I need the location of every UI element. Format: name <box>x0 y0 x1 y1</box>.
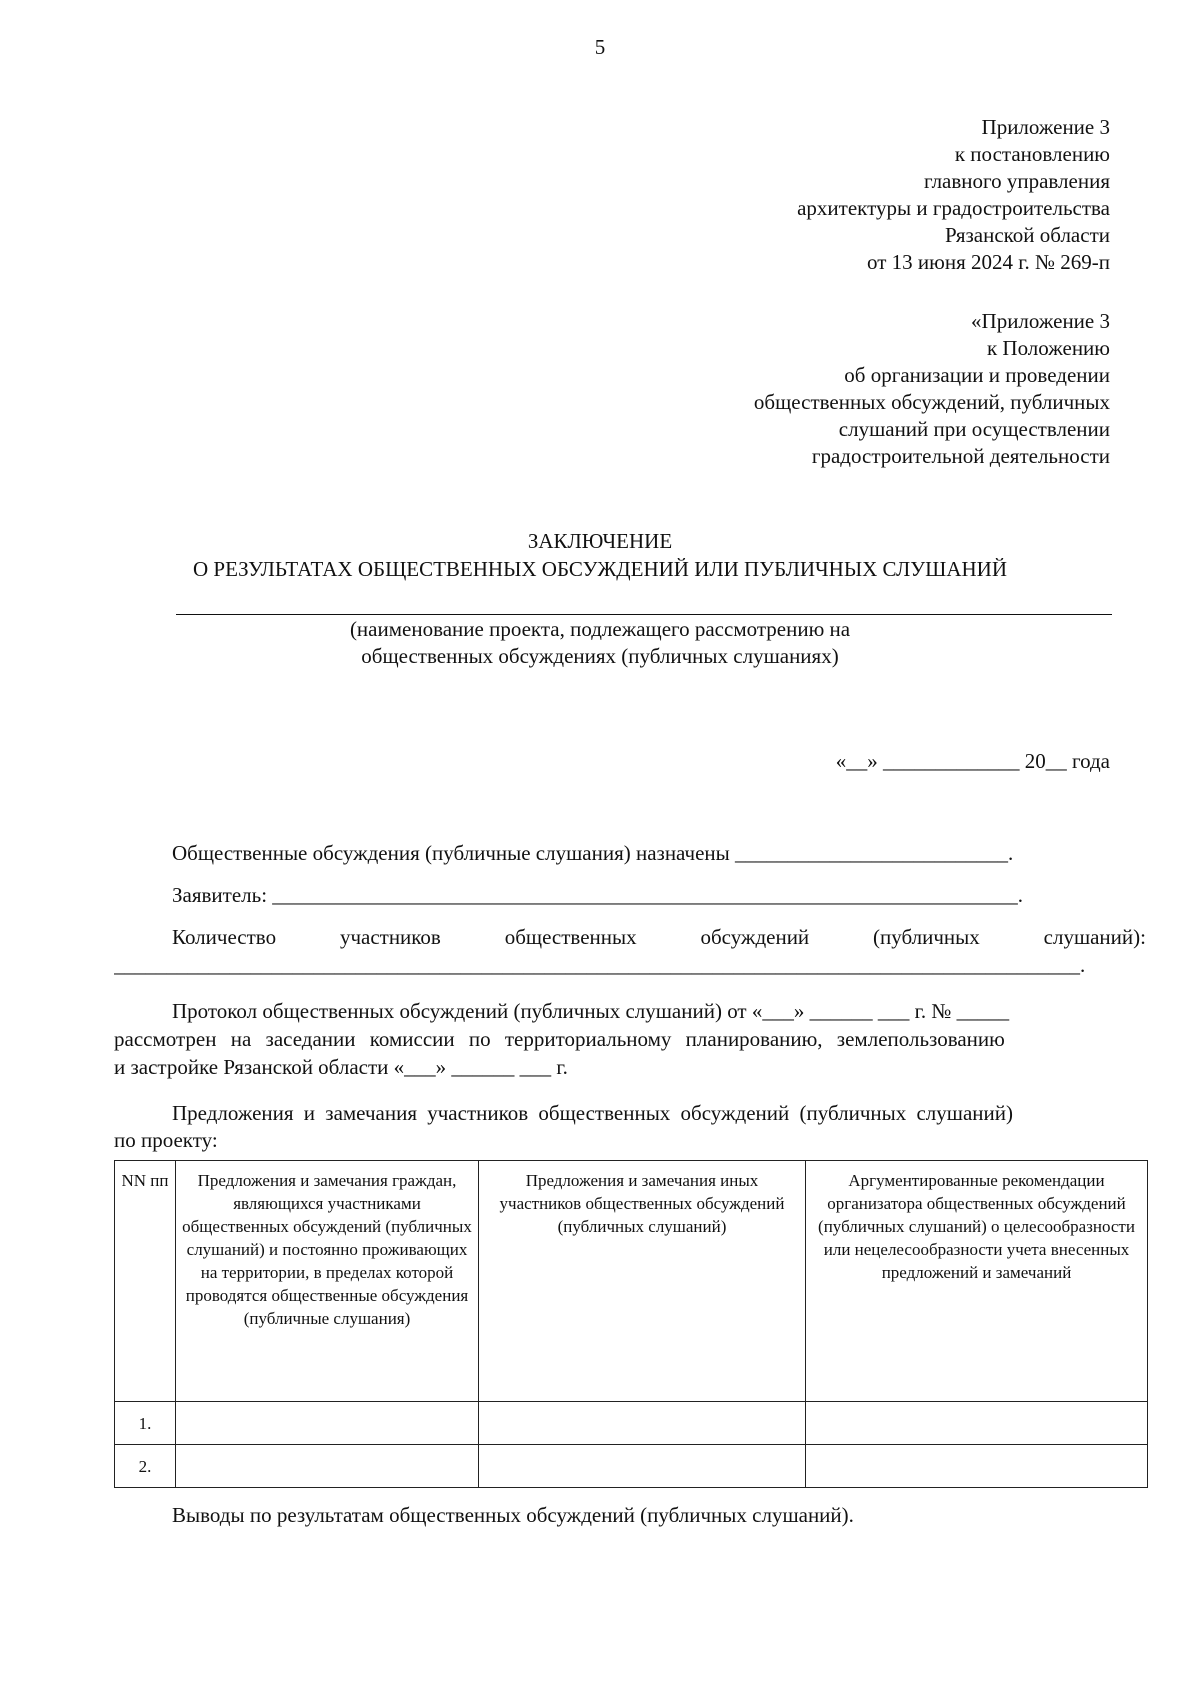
table-cell-num: 2. <box>115 1445 176 1488</box>
appendix-sub-line: слушаний при осуществлении <box>838 417 1110 441</box>
appendix-header-line: архитектуры и градостроительства <box>797 196 1110 220</box>
table-cell <box>479 1445 806 1488</box>
count-word: (публичных <box>873 925 980 949</box>
table-cell <box>806 1402 1148 1445</box>
title-line-2: О РЕЗУЛЬТАТАХ ОБЩЕСТВЕННЫХ ОБСУЖДЕНИЙ ИЛИ ПУБЛИЧНЫХ СЛУШАНИЙ <box>192 557 1007 581</box>
table-header-cell: Аргументированные рекомендации организатора общественных обсуждений (публичных слушаний) о целесообразности или нецелесообразности учета внесенных предложений и замечаний <box>806 1161 1148 1402</box>
table-cell <box>806 1445 1148 1488</box>
protocol-line-2-text: рассмотрен на заседании комиссии по территориальному планированию, землепользованию <box>114 1027 1005 1051</box>
appendix-header-line: Приложение 3 <box>981 115 1110 139</box>
date-line: «__» _____________ 20__ года <box>835 749 1110 773</box>
title-line-1: ЗАКЛЮЧЕНИЕ <box>527 529 673 553</box>
table-row <box>115 1445 1148 1488</box>
table-header-cell: Предложения и замечания граждан, являющихся участниками общественных обсуждений (публичных слушаний) и постоянно проживающих на территории, в пределах которой проводятся общественные обсуждения (публичные слушания) <box>176 1161 479 1402</box>
protocol-line-1: Протокол общественных обсуждений (публичных слушаний) от «___» ______ ___ г. № _____ <box>172 999 1010 1023</box>
appendix-header-line: главного управления <box>924 169 1110 193</box>
underline-caption-2: общественных обсуждениях (публичных слушаниях) <box>361 644 839 668</box>
appendix-sub <box>754 308 1110 470</box>
project-name-underline <box>176 614 1112 615</box>
proposals-table <box>114 1160 1148 1488</box>
count-word: слушаний): <box>1043 925 1146 949</box>
protocol-line-2 <box>114 1026 1146 1053</box>
count-word: участников <box>339 925 441 949</box>
appendix-sub-line: общественных обсуждений, публичных <box>753 390 1110 414</box>
page-number: 5 <box>594 35 606 59</box>
table-cell-num: 1. <box>115 1402 176 1445</box>
table-header-row <box>115 1161 1148 1402</box>
table-header-cell: NN пп <box>115 1161 176 1402</box>
table-cell <box>176 1445 479 1488</box>
count-word: общественных <box>504 925 637 949</box>
field-participants-count <box>172 924 1146 951</box>
table-cell <box>479 1402 806 1445</box>
appendix-sub-line: к Положению <box>986 336 1110 360</box>
appendix-sub-line: «Приложение 3 <box>971 309 1110 333</box>
proposals-line-2: по проекту: <box>114 1128 218 1152</box>
appendix-sub-line: об организации и проведении <box>844 363 1110 387</box>
appendix-header <box>797 114 1110 276</box>
field-applicant: Заявитель: _______________________________________________________________________. <box>172 883 1024 907</box>
appendix-header-line: Рязанской области <box>944 223 1110 247</box>
table-header-cell: Предложения и замечания иных участников общественных обсуждений (публичных слушаний) <box>479 1161 806 1402</box>
field-count-blank: ____________________________________________________________________________________________. <box>114 953 1086 977</box>
field-assigned: Общественные обсуждения (публичные слушания) назначены __________________________. <box>172 841 1014 865</box>
appendix-header-line: от 13 июня 2024 г. № 269-п <box>867 250 1110 274</box>
count-word: обсуждений <box>700 925 810 949</box>
appendix-sub-line: градостроительной деятельности <box>811 444 1110 468</box>
protocol-line-3: и застройке Рязанской области «___» ______ ___ г. <box>114 1055 568 1079</box>
table-row <box>115 1402 1148 1445</box>
count-word: Количество <box>172 925 277 949</box>
appendix-header-line: к постановлению <box>954 142 1110 166</box>
underline-caption-1: (наименование проекта, подлежащего рассмотрению на <box>349 617 851 641</box>
table-cell <box>176 1402 479 1445</box>
conclusion-text: Выводы по результатам общественных обсуждений (публичных слушаний). <box>172 1503 854 1527</box>
proposals-line-1: Предложения и замечания участников общественных обсуждений (публичных слушаний) <box>172 1101 1013 1125</box>
